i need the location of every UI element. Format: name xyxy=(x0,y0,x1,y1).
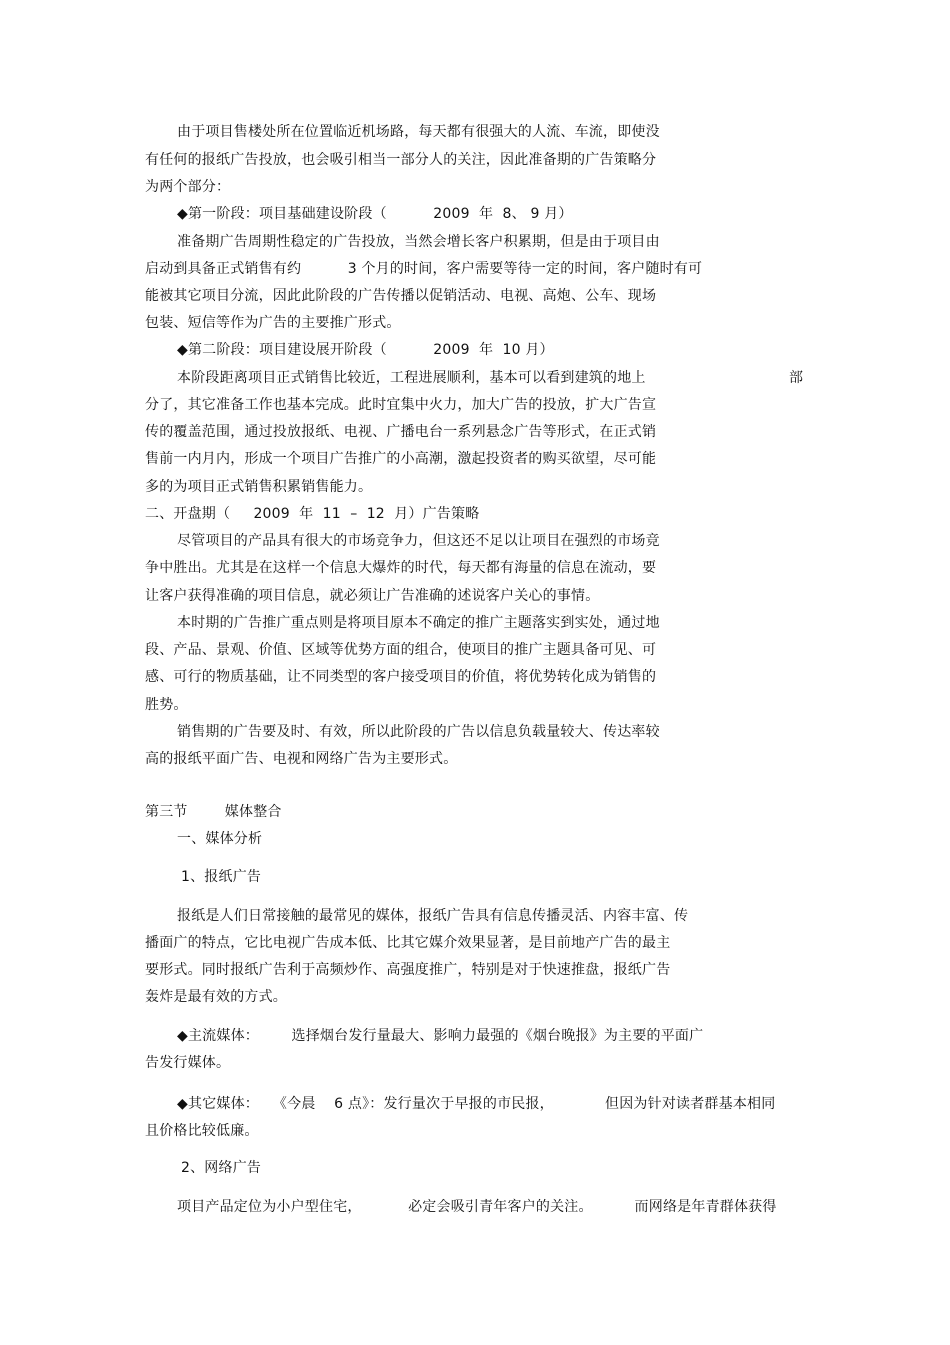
paragraph-line: 销售期的广告要及时、有效，所以此阶段的广告以信息负载量较大、传达率较 xyxy=(177,724,660,740)
paragraph-line: 感、可行的物质基础，让不同类型的客户接受项目的价值，将优势转化成为销售的 xyxy=(145,669,657,685)
section-heading: 二、开盘期（ 2009 年 11 – 12 月）广告策略 xyxy=(145,506,480,522)
paragraph-line: 播面广的特点，它比电视广告成本低、比其它媒介效果显著，是目前地产广告的最主 xyxy=(145,935,671,951)
paragraph-line: 多的为项目正式销售积累销售能力。 xyxy=(145,479,373,495)
paragraph-line: 报纸是人们日常接触的最常见的媒体，报纸广告具有信息传播灵活、内容丰富、传 xyxy=(177,908,689,924)
media-item: ◆其它媒体： 《今晨 6 点》：发行量次于早报的市民报， 但因为针对读者群基本相同 xyxy=(177,1096,776,1112)
chapter-heading: 第三节 媒体整合 xyxy=(145,804,282,820)
paragraph-line: 段、产品、景观、价值、区域等优势方面的组合，使项目的推广主题具备可见、可 xyxy=(145,642,657,658)
paragraph-line: 包装、短信等作为广告的主要推广形式。 xyxy=(145,315,401,331)
paragraph-line: 争中胜出。尤其是在这样一个信息大爆炸的时代，每天都有海量的信息在流动，要 xyxy=(145,560,657,576)
paragraph-line: 高的报纸平面广告、电视和网络广告为主要形式。 xyxy=(145,751,458,767)
subsection-heading: 2、网络广告 xyxy=(181,1160,262,1176)
paragraph-line: 为两个部分： xyxy=(145,179,231,195)
paragraph-line: 且价格比较低廉。 xyxy=(145,1123,259,1139)
stage-heading: ◆第一阶段：项目基础建设阶段（ 2009 年 8、 9 月） xyxy=(177,206,573,222)
paragraph-line: 由于项目售楼处所在位置临近机场路，每天都有很强大的人流、车流，即使没 xyxy=(177,124,660,140)
paragraph-line: 准备期广告周期性稳定的广告投放，当然会增长客户积累期，但是由于项目由 xyxy=(177,234,660,250)
paragraph-line: 本阶段距离项目正式销售比较近，工程进展顺利，基本可以看到建筑的地上 xyxy=(177,370,646,386)
paragraph-line: 要形式。同时报纸广告利于高频炒作、高强度推广，特别是对于快速推盘，报纸广告 xyxy=(145,962,671,978)
stage-heading: ◆第二阶段：项目建设展开阶段（ 2009 年 10 月） xyxy=(177,342,554,358)
paragraph-line: 胜势。 xyxy=(145,697,188,713)
paragraph-line: 启动到具备正式销售有约 3 个月的时间，客户需要等待一定的时间，客户随时有可 xyxy=(145,261,703,277)
subsection-heading: 一、媒体分析 xyxy=(177,831,263,847)
paragraph-line: 有任何的报纸广告投放，也会吸引相当一部分人的关注，因此准备期的广告策略分 xyxy=(145,152,657,168)
paragraph-line: 告发行媒体。 xyxy=(145,1055,231,1071)
paragraph-line: 售前一内月内，形成一个项目广告推广的小高潮，激起投资者的购买欲望，尽可能 xyxy=(145,451,657,467)
paragraph-line: 让客户获得准确的项目信息，就必须让广告准确的述说客户关心的事情。 xyxy=(145,588,600,604)
paragraph-line: 轰炸是最有效的方式。 xyxy=(145,989,287,1005)
paragraph-line: 尽管项目的产品具有很大的市场竞争力，但这还不足以让项目在强烈的市场竞 xyxy=(177,533,660,549)
media-item: ◆主流媒体： 选择烟台发行量最大、影响力最强的《烟台晚报》为主要的平面广 xyxy=(177,1028,704,1044)
subsection-heading: 1、报纸广告 xyxy=(181,869,262,885)
paragraph-line: 项目产品定位为小户型住宅， 必定会吸引青年客户的关注。 而网络是年青群体获得 xyxy=(177,1199,777,1215)
paragraph-line: 本时期的广告推广重点则是将项目原本不确定的推广主题落实到实处，通过地 xyxy=(177,615,660,631)
paragraph-line: 能被其它项目分流，因此此阶段的广告传播以促销活动、电视、高炮、公车、现场 xyxy=(145,288,657,304)
paragraph-line-fragment: 部 xyxy=(789,370,804,386)
paragraph-line: 分了，其它准备工作也基本完成。此时宜集中火力，加大广告的投放，扩大广告宣 xyxy=(145,397,657,413)
paragraph-line: 传的覆盖范围，通过投放报纸、电视、广播电台一系列悬念广告等形式，在正式销 xyxy=(145,424,657,440)
